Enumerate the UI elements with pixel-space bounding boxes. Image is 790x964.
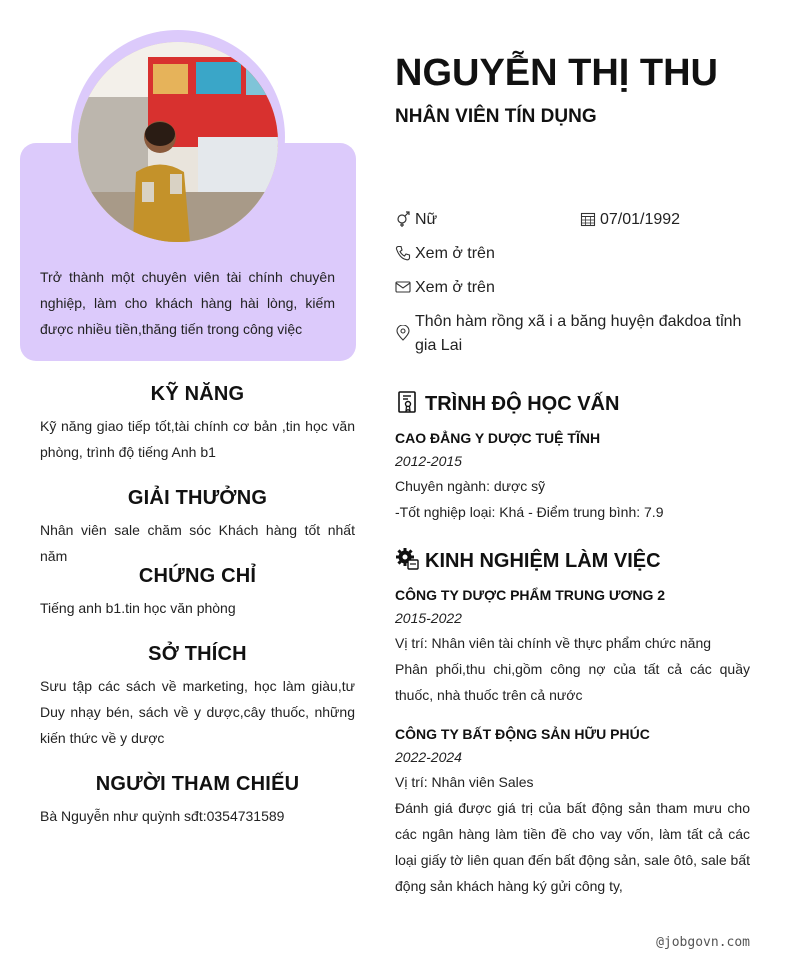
gender-value: Nữ [415,211,438,228]
certificates-heading: CHỨNG CHỈ [138,565,257,587]
avatar [78,42,278,242]
awards-heading: GIẢI THƯỞNG [127,487,268,509]
skills-text: Kỹ năng giao tiếp tốt,tài chính cơ bản ,tin học văn phòng, trình độ tiếng Anh b1 [40,418,355,460]
job-1-period: 2015-2022 [395,610,462,626]
education-major: Chuyên ngành: dược sỹ [395,478,546,494]
email-value: Xem ở trên [415,279,495,296]
location-pin-icon [395,325,411,341]
school-name: CAO ĐẲNG Y DƯỢC TUỆ TĨNH [395,430,601,446]
references-heading: NGƯỜI THAM CHIẾU [95,773,300,795]
email-row [395,276,495,300]
gender-icon [395,211,411,227]
job-1-position: Vị trí: Nhân viên tài chính về thực phẩm chức năng [395,635,712,651]
skills-heading: KỸ NĂNG [150,383,245,405]
education-period: 2012-2015 [395,453,462,469]
candidate-name: NGUYỄN THỊ THU [395,52,718,94]
career-objective: Trở thành một chuyên viên tài chính chuyên nghiệp, làm cho khách hàng hài lòng, kiếm được nhiều tiền,thăng tiến trong công việc [40,269,335,337]
job-2-period: 2022-2024 [395,749,462,765]
certificate-icon [395,390,419,414]
phone-value: Xem ở trên [415,245,495,262]
education-title: TRÌNH ĐỘ HỌC VẤN [425,393,620,415]
job-2-position: Vị trí: Nhân viên Sales [395,774,534,790]
job-title: NHÂN VIÊN TÍN DỤNG [395,106,597,127]
gear-icon [395,547,419,571]
job-2-description: Đánh giá được giá trị của bất động sản tham mưu cho các ngân hàng làm tiền đề cho vay vốn, làm tất cả các loại giấy tờ liên quan đến bất động sản, sale ôtô, sale bất động sản khách hàng ký gửi công ty, [395,800,750,894]
phone-row [395,242,495,266]
hobbies-heading: SỞ THÍCH [148,643,247,665]
certificates-text: Tiếng anh b1.tin học văn phòng [40,600,236,616]
gender-row [395,208,437,232]
dob-value: 07/01/1992 [600,211,681,228]
experience-heading [395,547,661,573]
address-value: Thôn hàm rồng xã i a băng huyện đakdoa tỉnh gia Lai [415,313,742,354]
hobbies-text: Sưu tập các sách về marketing, học làm giàu,tư Duy nhạy bén, sách về y dược,cây thuốc, những kiến thức về y dược [40,678,355,746]
phone-icon [395,245,411,261]
job-1-company: CÔNG TY DƯỢC PHẨM TRUNG ƯƠNG 2 [395,587,666,603]
calendar-icon [580,211,596,227]
job-2-company: CÔNG TY BẤT ĐỘNG SẢN HỮU PHÚC [395,726,650,742]
references-text: Bà Nguyễn như quỳnh sđt:0354731589 [40,808,285,824]
address-row [395,310,750,358]
awards-text: Nhân viên sale chăm sóc Khách hàng tốt nhất năm [40,522,355,564]
education-grade: -Tốt nghiệp loại: Khá - Điểm trung bình: 7.9 [395,504,664,520]
job-1-description: Phân phối,thu chi,gồm công nợ của tất cả các quầy thuốc, nhà thuốc trên cả nước [395,661,750,703]
education-heading [395,390,619,416]
dob-row [580,208,680,232]
watermark: @jobgovn.com [656,935,750,950]
mail-icon [395,279,411,295]
experience-title: KINH NGHIỆM LÀM VIỆC [425,550,661,572]
